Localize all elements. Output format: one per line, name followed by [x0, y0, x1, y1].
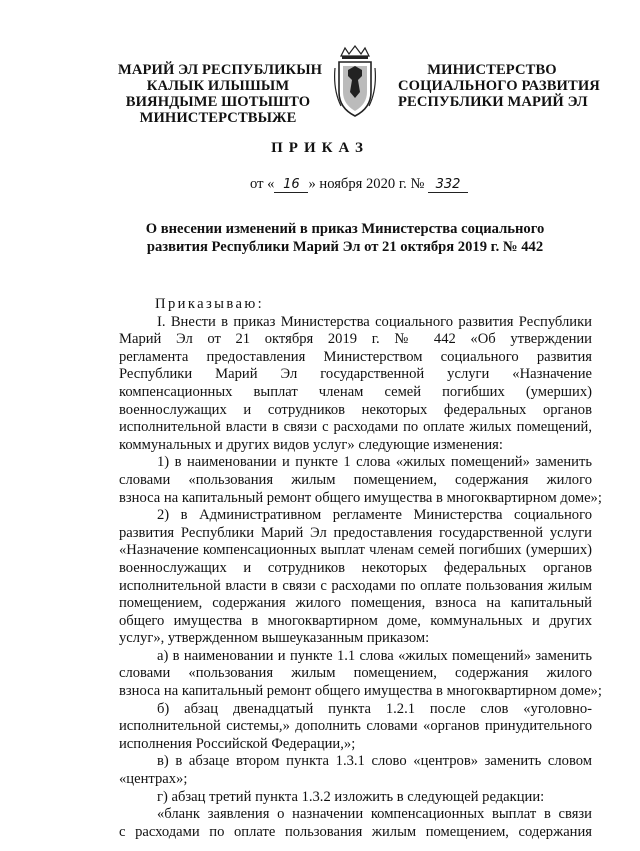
- body-line: военнослужащих и сотрудников некоторых федеральных органов: [119, 559, 592, 576]
- header-mari-line: КАЛЫК ИЛЫШЫМ: [146, 78, 290, 94]
- order-body: [119, 296, 602, 841]
- body-line: в) в абзаце втором пункта 1.3.1 слово «центров» заменить словом: [157, 753, 592, 770]
- body-line: «Назначение компенсационных выплат членам семей погибших (умерших): [119, 542, 592, 559]
- body-line: исполнения Российской Федерации,»;: [119, 735, 356, 752]
- body-line: Марий Эл от 21 октября 2019 г. № 442 «Об утверждении: [119, 331, 592, 348]
- body-line: I. Внести в приказ Министерства социального развития Республики: [157, 313, 592, 330]
- body-line: помещением, содержания жилого помещения, взноса на капитальный: [119, 595, 592, 612]
- body-line: словами «пользования жилым помещением, содержания жилого: [119, 471, 592, 488]
- date-prefix: от «: [250, 176, 275, 192]
- body-line: Республики Марий Эл государственной услуги «Назначение: [119, 366, 592, 383]
- body-line: с расходами по оплате пользования жилым помещением, содержания: [119, 823, 592, 840]
- header-ministry-line: РЕСПУБЛИКИ МАРИЙ ЭЛ: [398, 94, 588, 110]
- header-ministry: [398, 62, 600, 110]
- body-line: б) абзац двенадцатый пункта 1.2.1 после слов «уголовно-: [157, 700, 592, 717]
- body-line: словами «пользования жилым помещением, содержания жилого: [119, 665, 592, 682]
- header-mari-line: МАРИЙ ЭЛ РЕСПУБЛИКЫН: [118, 62, 323, 78]
- order-subject: [120, 220, 570, 256]
- body-line: общего имущества в многоквартирном доме, коммунальных и других: [119, 612, 592, 629]
- handwritten-day: 16: [274, 177, 308, 193]
- subject-line: О внесении изменений в приказ Министерства социального: [145, 221, 545, 237]
- body-line: регламента предоставления Министерством социального развития: [119, 348, 592, 365]
- body-line: взноса на капитальный ремонт общего имущества в многоквартирном доме»;: [119, 489, 602, 506]
- header-mari-line: ВИЯНДЫМЕ ШОТЫШТО: [125, 94, 311, 110]
- header-mari: [118, 62, 323, 126]
- body-line: г) абзац третий пункта 1.3.2 изложить в следующей редакции:: [157, 788, 545, 805]
- body-line: услуг», утвержденном вышеуказанным приказом:: [119, 630, 430, 647]
- header-mari-line: МИНИСТЕРСТВЫЖЕ: [139, 110, 297, 126]
- header-ministry-line: СОЦИАЛЬНОГО РАЗВИТИЯ: [398, 78, 600, 94]
- body-line: исполнительной системы,» дополнить словами «органов принудительного: [119, 718, 592, 735]
- body-line: компенсационных выплат членам семей погибших (умерших): [119, 383, 592, 400]
- handwritten-order-number: 332: [428, 177, 468, 193]
- body-line: взноса на капитальный ремонт общего имущества в многоквартирном доме»;: [119, 683, 602, 700]
- body-line: Приказываю:: [155, 296, 265, 312]
- body-line: военнослужащих и сотрудников некоторых федеральных органов: [119, 401, 592, 418]
- coat-of-arms-emblem: [333, 42, 377, 122]
- subject-line: развития Республики Марий Эл от 21 октября 2019 г. № 442: [146, 239, 544, 255]
- date-month-year: » ноября 2020 г. №: [308, 176, 425, 192]
- body-line: коммунальных и других видов услуг» следующие изменения:: [119, 436, 503, 453]
- body-line: 2) в Административном регламенте Министерства социального: [157, 507, 592, 524]
- order-date-line: [250, 176, 468, 193]
- document-title: ПРИКАЗ: [271, 140, 369, 156]
- body-line: 1) в наименовании и пункте 1 слова «жилых помещений» заменить: [157, 454, 592, 471]
- body-line: развития Республики Марий Эл предоставления государственной услуги: [119, 524, 592, 541]
- body-line: исполнительной власти в связи с расходами по оплате жилых помещений,: [119, 419, 592, 436]
- body-line: исполнительной власти в связи с расходами по оплате пользования жилым: [119, 577, 592, 594]
- body-line: а) в наименовании и пункте 1.1 слова «жилых помещений» заменить: [157, 647, 592, 664]
- body-line: «бланк заявления о назначении компенсационных выплат в связи: [157, 806, 592, 823]
- header-ministry-line: МИНИСТЕРСТВО: [427, 62, 557, 78]
- body-line: «центрах»;: [119, 771, 188, 788]
